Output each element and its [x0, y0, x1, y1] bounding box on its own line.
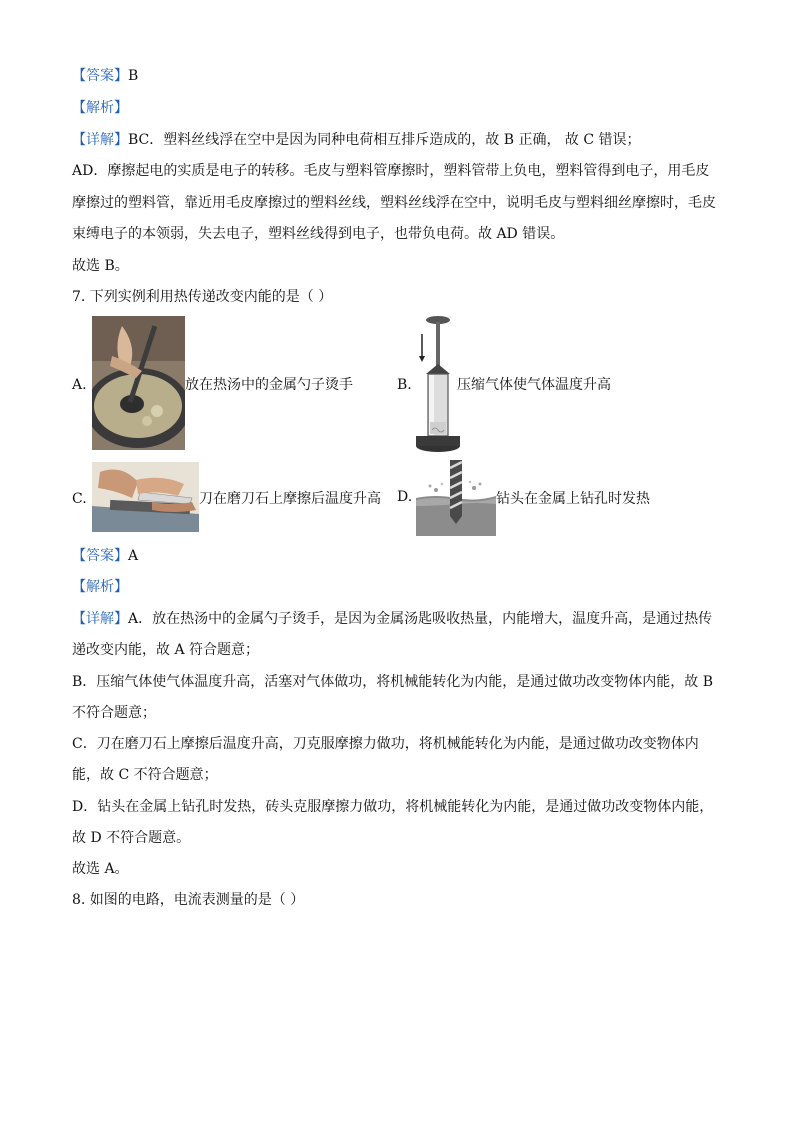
q6-conclusion: 故选 B。	[72, 258, 129, 274]
answer-value: B	[128, 68, 139, 84]
answer-tag: 【答案】	[72, 68, 128, 84]
analysis-tag: 【解析】	[72, 579, 128, 595]
analysis-tag: 【解析】	[72, 100, 128, 116]
option-c-text: 刀在磨刀石上摩擦后温度升高	[199, 491, 381, 507]
q6-detail-line-1	[72, 130, 722, 150]
q7-analysis-line	[72, 577, 722, 597]
option-d-text: 钻头在金属上钻孔时发热	[496, 491, 650, 507]
q7-detail-line-3: B．压缩气体使气体温度升高，活塞对气体做功，将机械能转化为内能，是通过做功改变物体内能，故 B	[72, 674, 714, 690]
answer-tag: 【答案】	[72, 548, 128, 564]
detail-tag: 【详解】	[72, 611, 128, 627]
knife-sharpening-icon	[92, 462, 199, 532]
q6-detail-line-2: AD．摩擦起电的实质是电子的转移。毛皮与塑料管摩擦时，塑料管带上负电，塑料管得到电子，用毛皮	[72, 163, 710, 179]
air-compression-syringe-icon	[410, 312, 460, 456]
soup-ladle-icon	[92, 316, 185, 450]
q7-detail-line-6: 能，故 C 不符合题意；	[72, 767, 218, 783]
option-b-text: 压缩气体使气体温度升高	[457, 377, 611, 393]
q7-question: 7. 下列实例利用热传递改变内能的是（ ）	[72, 289, 333, 305]
q6-detail-line-3: 摩擦过的塑料管，靠近用毛皮摩擦过的塑料丝线，塑料丝线浮在空中，说明毛皮与塑料细丝摩擦时，毛皮	[72, 195, 716, 211]
q7-detail-line-4: 不符合题意；	[72, 705, 156, 721]
detail-text: BC．塑料丝线浮在空中是因为同种电荷相互排斥造成的，故 B 正确， 故 C 错误；	[128, 132, 641, 148]
q7-detail-line-1	[72, 609, 722, 629]
q6-analysis-line	[72, 98, 722, 118]
q7-detail-line-5: C．刀在磨刀石上摩擦后温度升高，刀克服摩擦力做功，将机械能转化为内能，是通过做功改变物体内	[72, 736, 699, 752]
q6-detail-line-4: 束缚电子的本领弱，失去电子，塑料丝线得到电子，也带负电荷。故 AD 错误。	[72, 226, 565, 242]
q7-detail-line-2: 递改变内能，故 A 符合题意；	[72, 642, 260, 658]
q7-answer-line	[72, 546, 722, 566]
answer-value: A	[128, 548, 139, 564]
q8-question: 8. 如图的电路，电流表测量的是（ ）	[72, 892, 305, 908]
q7-detail-line-8: 故 D 不符合题意。	[72, 830, 191, 846]
option-b-letter: B.	[397, 377, 412, 393]
option-a-letter: A.	[72, 377, 87, 393]
option-c-letter: C.	[72, 491, 87, 507]
detail-tag: 【详解】	[72, 132, 128, 148]
detail-text: A．放在热汤中的金属勺子烫手，是因为金属汤匙吸收热量，内能增大，温度升高，是通过热传	[128, 611, 713, 627]
q6-answer-line	[72, 66, 722, 86]
option-a-text: 放在热汤中的金属勺子烫手	[185, 377, 353, 393]
option-d-letter: D.	[397, 489, 413, 505]
q7-detail-line-7: D．钻头在金属上钻孔时发热，砖头克服摩擦力做功，将机械能转化为内能，是通过做功改变物体内能，	[72, 799, 714, 815]
drill-bit-icon	[416, 460, 496, 536]
q7-conclusion: 故选 A。	[72, 861, 129, 877]
